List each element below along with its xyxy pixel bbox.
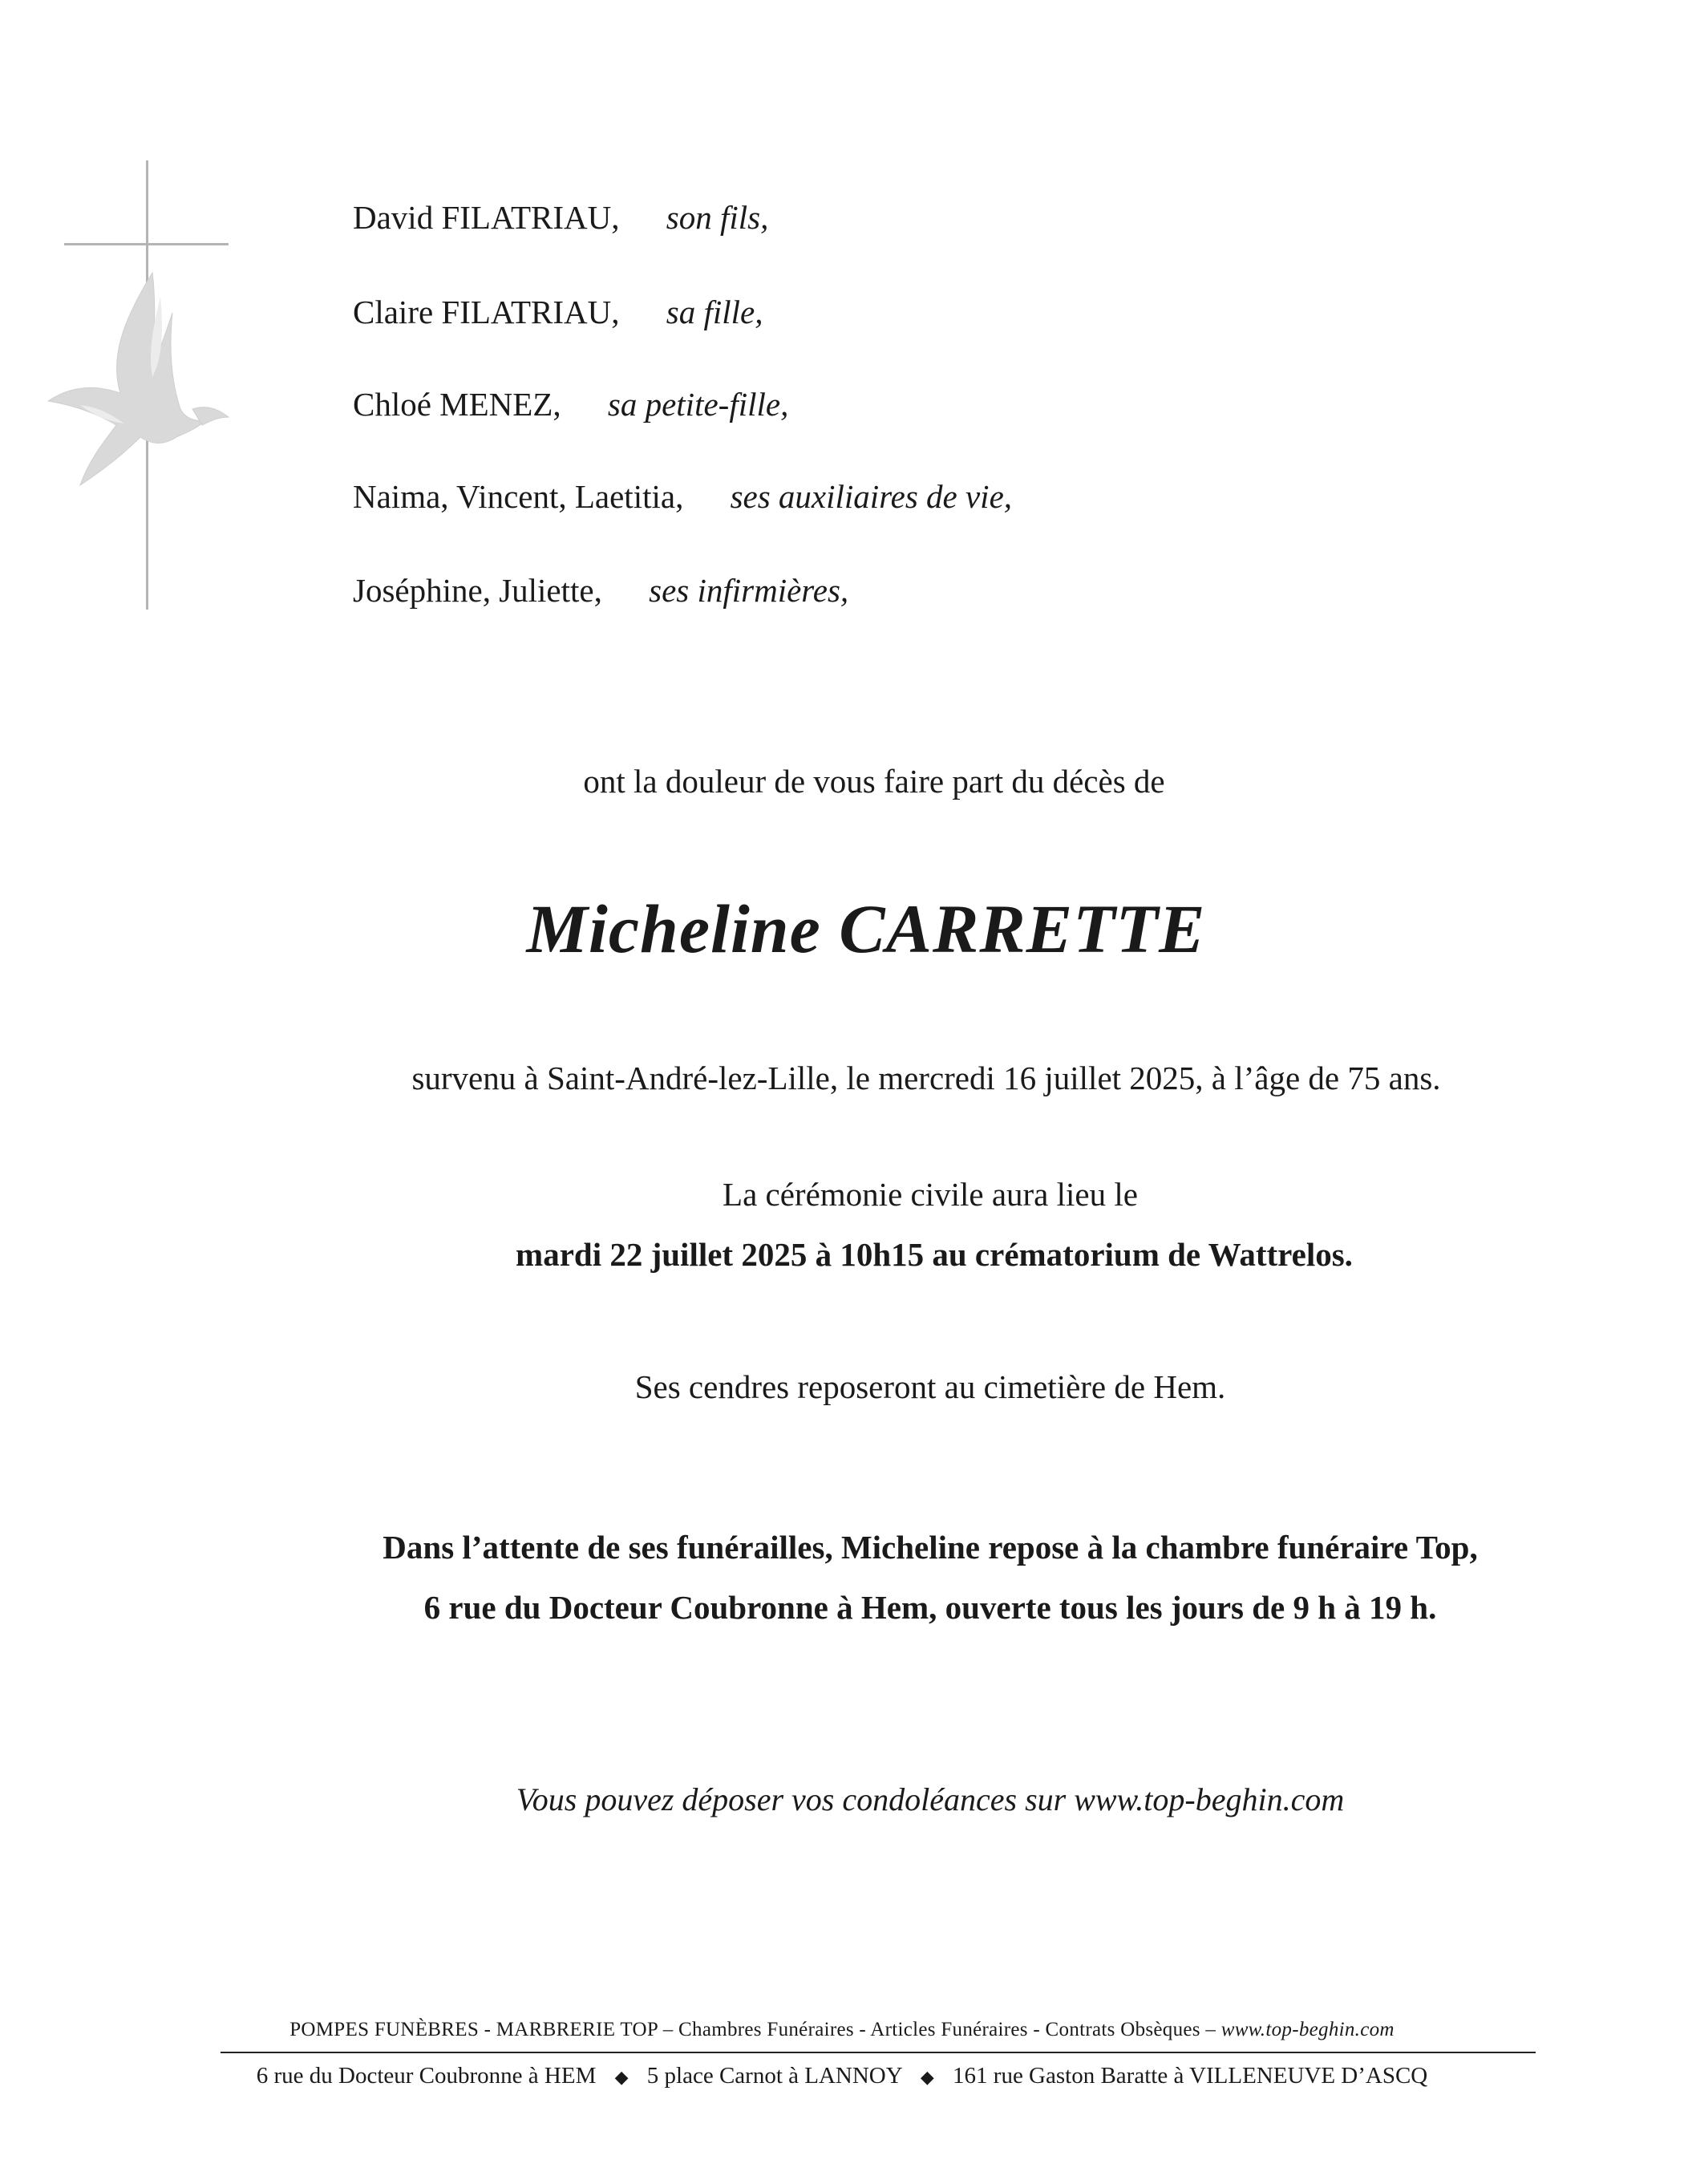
family-member-relation: ses auxiliaires de vie, bbox=[730, 478, 1013, 515]
diamond-separator-icon: ◆ bbox=[614, 2067, 629, 2088]
family-member-name: David FILATRIAU, bbox=[353, 199, 620, 236]
rest-location-line1: Dans l’attente de ses funérailles, Micheline repose à la chambre funéraire Top, bbox=[383, 1529, 1478, 1566]
family-member-name: Chloé MENEZ, bbox=[353, 386, 561, 423]
family-member-relation: sa petite-fille, bbox=[607, 386, 789, 423]
footer-company-text: POMPES FUNÈBRES - MARBRERIE TOP – Chambres Funéraires - Articles Funéraires - Contrats Obsèques – bbox=[289, 2019, 1221, 2040]
ceremony-details: mardi 22 juillet 2025 à 10h15 au crématorium de Wattrelos. bbox=[516, 1236, 1353, 1273]
death-details: survenu à Saint-André-lez-Lille, le mercredi 16 juillet 2025, à l’âge de 75 ans. bbox=[411, 1060, 1441, 1096]
family-member-relation: ses infirmières, bbox=[649, 572, 849, 609]
condolences-note: Vous pouvez déposer vos condoléances sur www.top-beghin.com bbox=[516, 1781, 1345, 1817]
family-member-row bbox=[353, 571, 848, 610]
family-member-name: Claire FILATRIAU, bbox=[353, 294, 620, 330]
deceased-name: Micheline CARRETTE bbox=[526, 890, 1206, 967]
footer-company-line bbox=[0, 2019, 1684, 2041]
family-member-row bbox=[353, 198, 768, 237]
family-member-row bbox=[353, 477, 1012, 516]
family-member-relation: son fils, bbox=[666, 199, 769, 236]
footer-address: 6 rue du Docteur Coubronne à HEM bbox=[256, 2063, 597, 2089]
family-member-row bbox=[353, 385, 788, 423]
family-member-row bbox=[353, 293, 763, 331]
ashes-location: Ses cendres reposeront au cimetière de Hem. bbox=[634, 1368, 1226, 1405]
diamond-separator-icon: ◆ bbox=[920, 2067, 934, 2088]
footer-divider bbox=[221, 2052, 1536, 2053]
footer-address: 5 place Carnot à LANNOY bbox=[646, 2063, 902, 2089]
family-member-name: Joséphine, Juliette, bbox=[353, 572, 602, 609]
family-member-name: Naima, Vincent, Laetitia, bbox=[353, 478, 684, 515]
footer-address: 161 rue Gaston Baratte à VILLENEUVE D’ASCQ bbox=[953, 2063, 1428, 2089]
announcement-text: ont la douleur de vous faire part du décès de bbox=[583, 763, 1165, 800]
rest-location-line2: 6 rue du Docteur Coubronne à Hem, ouverte tous les jours de 9 h à 19 h. bbox=[423, 1589, 1437, 1626]
dove-icon bbox=[32, 265, 249, 505]
family-member-relation: sa fille, bbox=[666, 294, 763, 330]
cross-horizontal-bar bbox=[64, 243, 229, 245]
ceremony-intro: La cérémonie civile aura lieu le bbox=[723, 1176, 1138, 1213]
footer-website-link[interactable]: www.top-beghin.com bbox=[1220, 2019, 1395, 2040]
footer-addresses bbox=[0, 2063, 1684, 2089]
